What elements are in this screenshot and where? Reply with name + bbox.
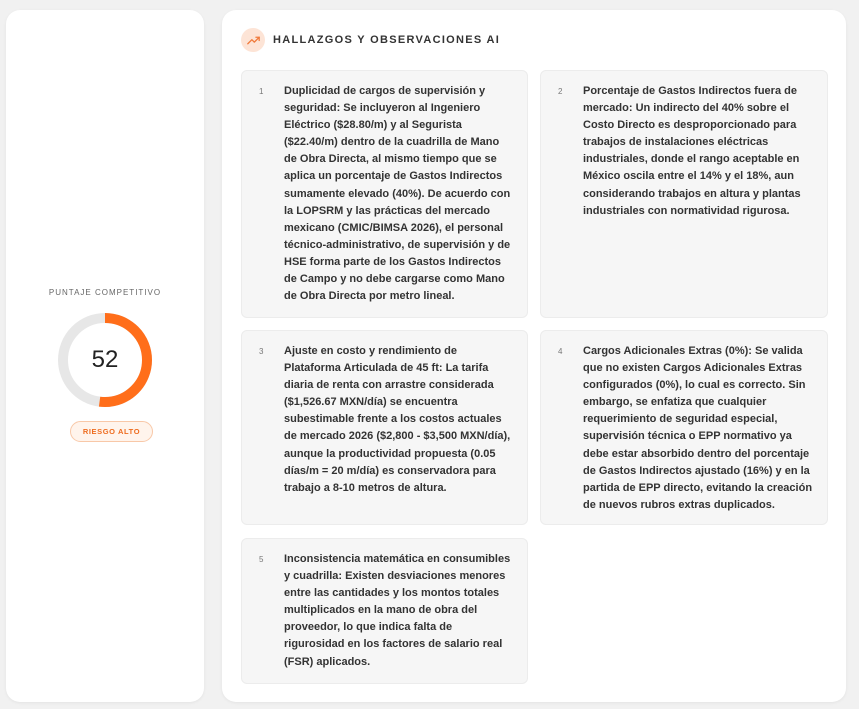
finding-text: Porcentaje de Gastos Indirectos fuera de mercado: Un indirecto del 40% sobre el Costo Directo es desproporcionado para trabajos de instalaciones eléctricas industriales, donde el rango aceptable en México oscila entre el 14% y el 18%, aun considerando trabajos en altura y plantas industriales con normatividad rigurosa. (583, 85, 801, 217)
finding-text: Duplicidad de cargos de supervisión y seguridad: Se incluyeron al Ingeniero Eléctrico ($28.80/m) y al Segurista ($22.40/m) dentro de la cuadrilla de Mano de Obra Directa, al mismo tiempo que se aplica un porcentaje de Gastos Indirectos sumamente elevado (40%). De acuerdo con la LOPSRM y las prácticas del mercado mexicano (CMIC/BIMSA 2026), el personal técnico-administrativo, de supervisión y de HSE forma parte de los Gastos Indirectos de Campo y no debe cargarse como Mano de Obra Directa por metro lineal. (284, 85, 511, 303)
score-value: 52 (91, 346, 119, 373)
finding-card (241, 538, 528, 684)
finding-card (540, 330, 828, 525)
finding-number: 4 (558, 347, 563, 356)
trend-up-icon (241, 28, 265, 52)
finding-text: Inconsistencia matemática en consumibles y cuadrilla: Existen desviaciones menores entre las cantidades y los montos totales multiplicados en la mano de obra del proveedor, lo que indica falta de rigurosidad en los factores de salario real (FSR) aplicados. (284, 553, 511, 668)
findings-header (241, 28, 500, 52)
finding-card (241, 330, 528, 525)
finding-text: Cargos Adicionales Extras (0%): Se valida que no existen Cargos Adicionales Extras configurados (0%), lo cual es correcto. Sin embargo, se enfatiza que cualquier requerimiento de seguridad especial, supervisión técnica o EPP normativo ya debe estar absorbido dentro del porcentaje de Gastos Indirectos ajustado (16%) y en la partida de EPP directo, evitando la creación de nuevos rubros extras duplicados. (583, 345, 813, 511)
finding-card (540, 70, 828, 318)
score-gauge (55, 310, 155, 410)
finding-number: 3 (259, 347, 264, 356)
risk-badge: RIESGO ALTO (70, 421, 153, 442)
finding-number: 5 (259, 555, 264, 564)
finding-number: 1 (259, 87, 264, 96)
finding-number: 2 (558, 87, 563, 96)
score-label: PUNTAJE COMPETITIVO (48, 288, 162, 297)
findings-panel (222, 10, 846, 702)
findings-title: HALLAZGOS Y OBSERVACIONES AI (273, 34, 501, 46)
finding-card (241, 70, 528, 318)
finding-text: Ajuste en costo y rendimiento de Plataforma Articulada de 45 ft: La tarifa diaria de renta con arrastre considerada ($1,526.67 MXN/día) se encuentra subestimable frente a los costos actuales de mercado 2026 ($2,800 - $3,500 MXN/día), aunque la productividad propuesta (0.05 días/m = 20 m/día) es conservadora para trabajo a 8-10 metros de altura. (284, 345, 511, 494)
score-panel (6, 10, 204, 702)
